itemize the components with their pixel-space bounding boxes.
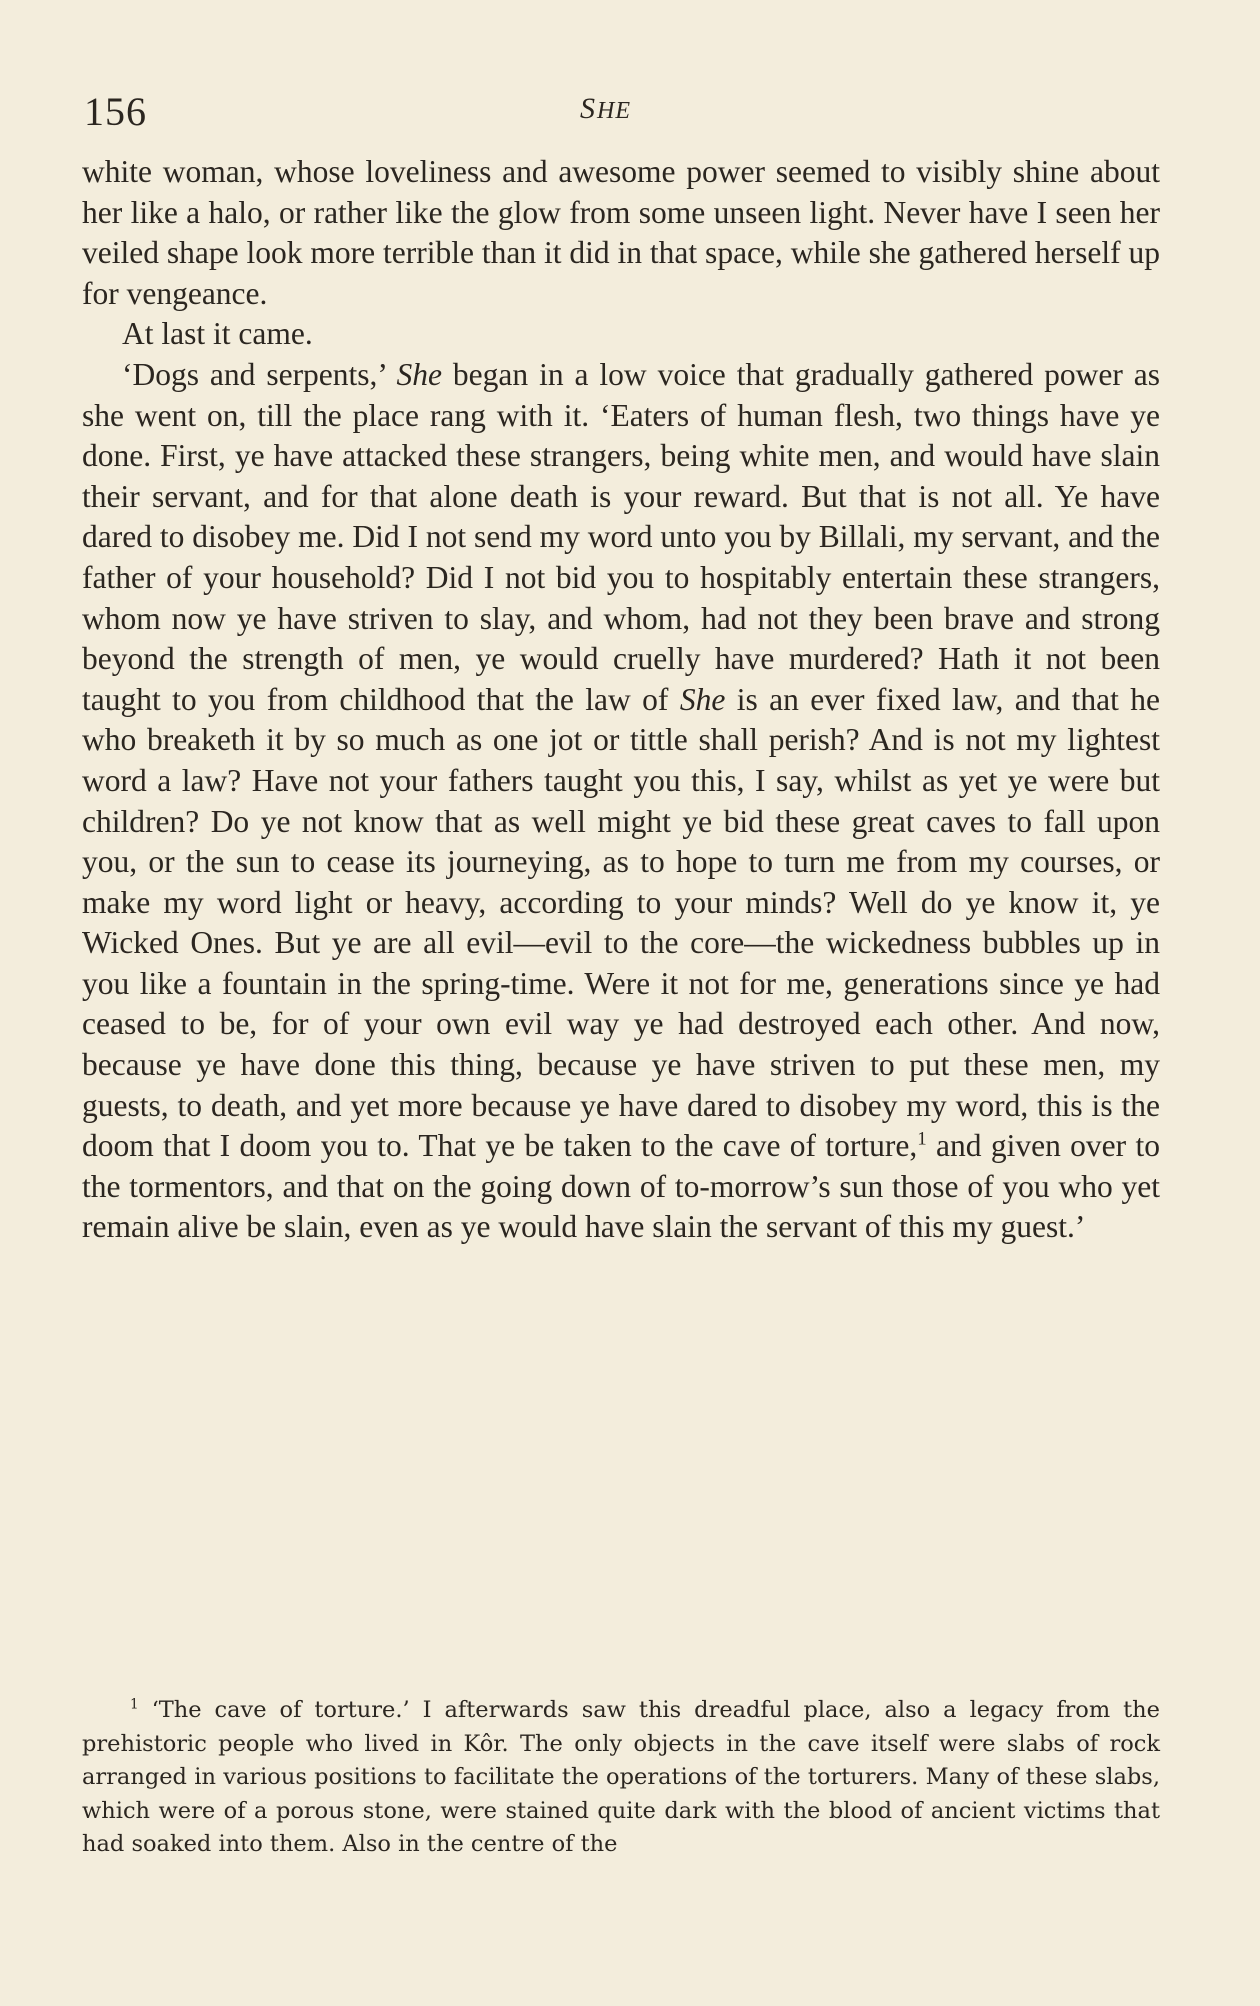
footnotes bbox=[82, 1694, 1160, 1862]
running-head bbox=[580, 92, 631, 126]
page-number: 156 bbox=[84, 89, 147, 134]
paragraph-3-part-3: is an ever fixed law, and that he who breaketh it by so much as one jot or tittle shall perish? And is not my lightest word a law? Have not your fathers taught you this, I say, whilst as yet ye were but children? Do ye not know that as well might ye bid these great caves to fall upon you, or the sun to cease its journeying, as to hope to turn me from my courses, or make my word light or heavy, according to your minds? Well do ye know it, ye Wicked Ones. But ye are all evil—evil to the core—the wickedness bubbles up in you like a fountain in the spring-time. Were it not for me, generations since ye had ceased to be, for of your own evil way ye had destroyed each other. And now, because ye have done this thing, because ye have striven to put these men, my guests, to death, and yet more because ye have dared to disobey my word, this is the doom that I doom you to. That ye be taken to the cave of torture, bbox=[82, 681, 1161, 1164]
paragraph-3-part-2: began in a low voice that gradually gathered power as she went on, till the place rang with it. ‘Eaters of human flesh, two things have ye done. First, ye have attacked these strangers, being white men, and would have slain their servant, and for that alone death is your reward. But that is not all. Ye have dared to disobey me. Did I not send my word unto you by Billali, my servant, and the father of your household? Did I not bid you to hospitably entertain these strangers, whom now ye have striven to slay, and whom, had not they been brave and strong beyond the strength of men, ye would cruelly have murdered? Hath it not been taught to you from childhood that the law of bbox=[82, 356, 1160, 717]
paragraph-3-italic-she-2: She bbox=[679, 681, 726, 717]
body-text bbox=[82, 152, 1160, 1248]
footnote-mark: 1 bbox=[130, 1696, 139, 1713]
paragraph-3-part-1: ‘Dogs and serpents,’ bbox=[122, 356, 397, 392]
running-head-initial: S bbox=[580, 92, 597, 125]
page-header bbox=[84, 88, 1162, 148]
paragraph-2: At last it came. bbox=[122, 316, 313, 352]
footnote-text: ‘The cave of torture.’ I afterwards saw this dreadful place, also a legacy from the prehistoric people who lived in Kôr. The only objects in the cave itself were slabs of rock arranged in various positions to facilitate the operations of the torturers. Many of these slabs, which were of a porous stone, were stained quite dark with the blood of ancient victims that had soaked into them. Also in the centre of the bbox=[82, 1697, 1160, 1858]
paragraph-1: white woman, whose loveliness and awesome power seemed to visibly shine about her like a halo, or rather like the glow from some unseen light. Never have I seen her veiled shape look more terrible than it did in that space, while she gathered herself up for vengeance. bbox=[82, 154, 1160, 311]
paragraph-3 bbox=[82, 355, 1160, 1248]
paragraph-3-part-4: and given over to the tormentors, and that on the going down of to-morrow’s sun those of you who yet remain alive be slain, even as ye would have slain the servant of this my guest.’ bbox=[82, 1128, 1160, 1245]
footnote-reference: 1 bbox=[917, 1128, 927, 1150]
paragraph-3-italic-she: She bbox=[396, 356, 442, 392]
running-head-rest: HE bbox=[597, 98, 631, 124]
footnote-1 bbox=[82, 1694, 1160, 1862]
